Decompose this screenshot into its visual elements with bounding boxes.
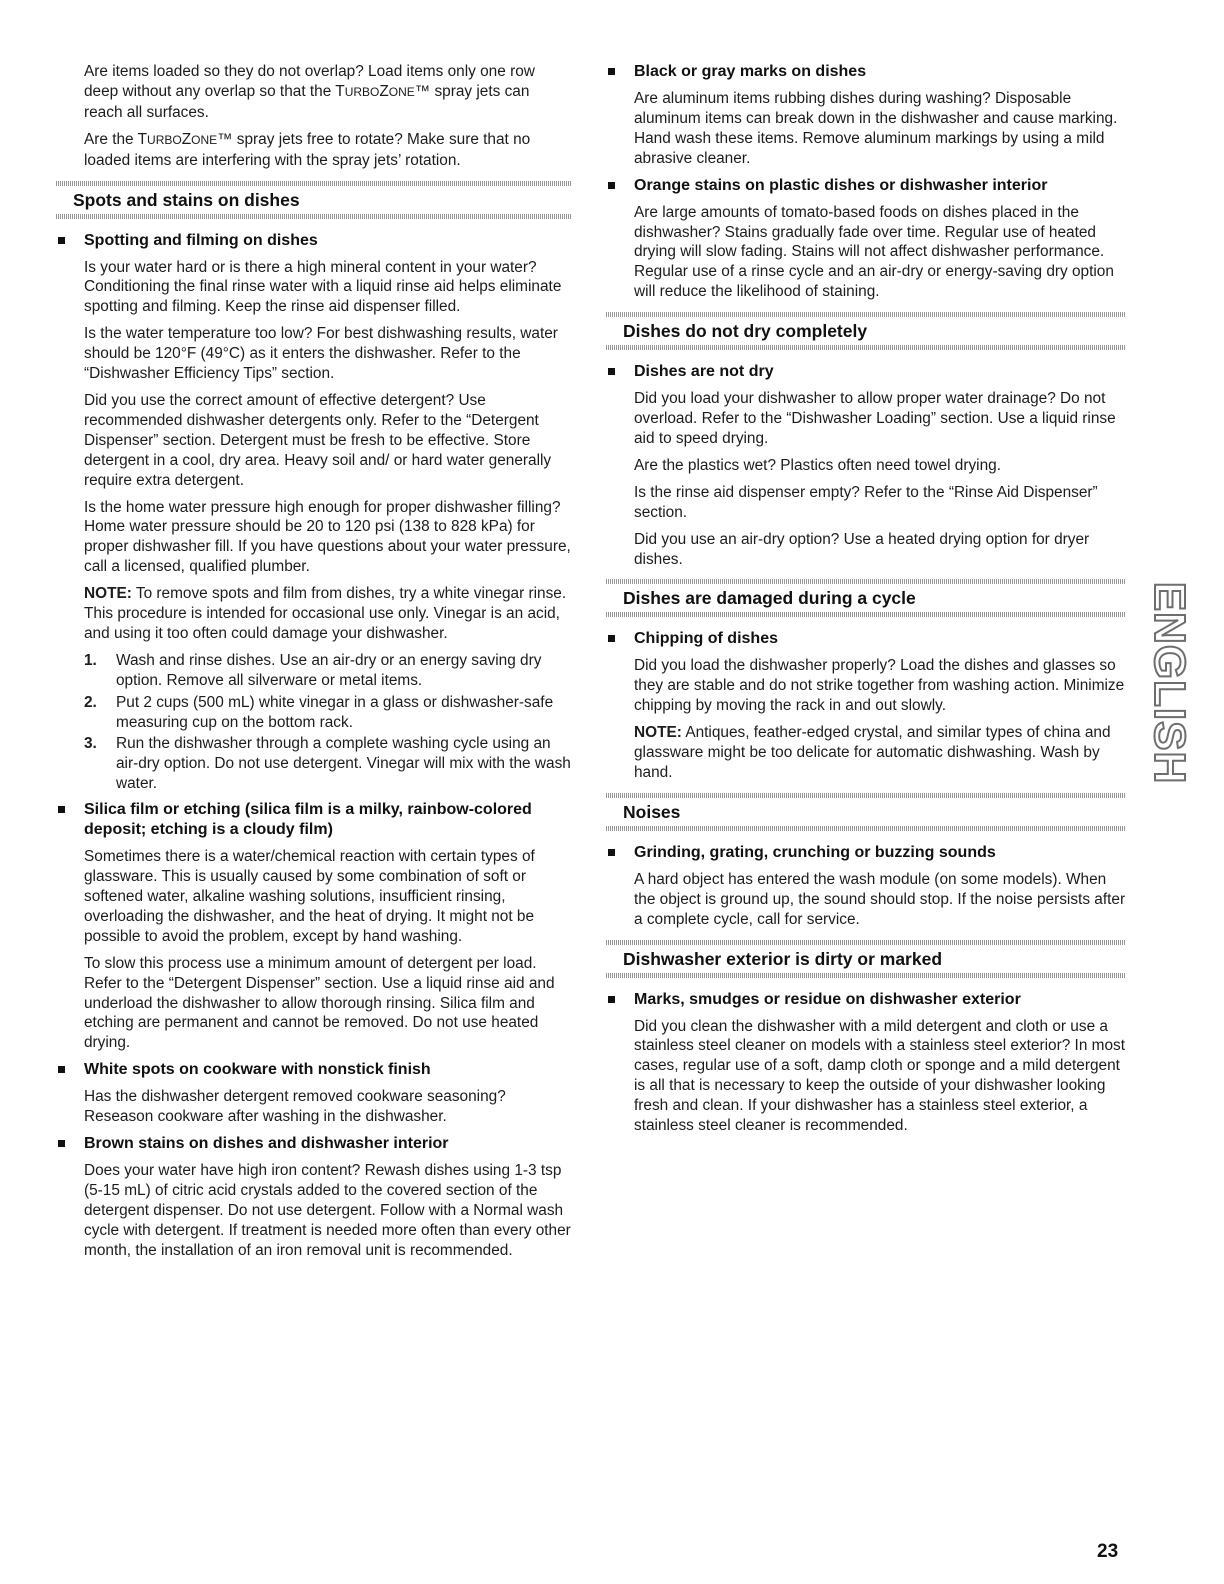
section-header-dry	[606, 312, 1126, 350]
step-item: 3. Run the dishwasher through a complete washing cycle using an air-dry option. Do not use detergent. Vinegar will mix with the wash water.	[84, 735, 571, 793]
paragraph: Did you clean the dishwasher with a mild detergent and cloth or use a stainless steel cleaner on models with a stainless steel exterior? In most cases, regular use of a soft, damp cloth or sponge and a mild detergent is all that is necessary to keep the outside of your dishwasher looking fresh and clean. If your dishwasher has a stainless steel exterior, a stainless steel cleaner is recommended.	[634, 1017, 1126, 1135]
section-title: Dishwasher exterior is dirty or marked	[623, 948, 943, 969]
divider	[606, 973, 1126, 978]
bullet-item	[606, 362, 1126, 382]
bullet-square-icon	[608, 182, 615, 189]
bullet-title: Chipping of dishes	[634, 630, 778, 648]
section-header-spots	[56, 181, 572, 219]
section-title: Dishes do not dry completely	[623, 321, 868, 342]
step-item: 1. Wash and rinse dishes. Use an air-dry or an energy saving dry option. Remove all silverware or metal items.	[84, 651, 542, 689]
note-label: NOTE:	[634, 724, 682, 742]
paragraph: Is the home water pressure high enough for proper dishwasher filling? Home water pressure should be 20 to 120 psi (138 to 828 kPa) for proper dishwasher fill. If you have questions about your water pressure, call a licensed, qualified plumber.	[84, 498, 571, 576]
divider	[56, 181, 572, 186]
paragraph: Is your water hard or is there a high mineral content in your water? Conditioning the final rinse water with a liquid rinse aid helps eliminate spotting and filming. Keep the rinse aid dispenser filled.	[84, 258, 562, 316]
paragraph: Does your water have high iron content? Rewash dishes using 1-3 tsp (5-15 mL) of citric acid crystals added to the covered section of the detergent dispenser. Do not use detergent. Follow with a Normal wash cycle with detergent. If treatment is needed more often than every other month, the installation of an iron removal unit is recommended.	[84, 1162, 571, 1259]
paragraph: Did you load the dishwasher properly? Load the dishes and glasses so they are stable and do not strike together from washing action. Minimize chipping by moving the rack in and out slowly.	[634, 657, 1125, 715]
bullet-title: Brown stains on dishes and dishwasher interior	[84, 1135, 449, 1153]
bullet-square-icon	[608, 996, 615, 1003]
bullet-square-icon	[58, 237, 65, 244]
bullet-square-icon	[58, 806, 65, 813]
bullet-title: Silica film or etching (silica film is a milky, rainbow-colored deposit; etching is a cloudy film)	[84, 801, 532, 839]
left-column	[56, 62, 572, 1268]
divider	[606, 793, 1126, 798]
bullet-square-icon	[608, 635, 615, 642]
intro-paragraph-2: Are the TURBOZONE™ spray jets free to rotate? Make sure that no loaded items are interfering with the spray jets’ rotation.	[84, 130, 531, 169]
paragraph: To slow this process use a minimum amount of detergent per load. Refer to the “Detergent Dispenser” section. Use a liquid rinse aid and underload the dishwasher to allow thorough rinsing. Silica film and etching are permanent and cannot be removed. Do not use heated drying.	[84, 954, 555, 1052]
section-header-noises	[606, 793, 1126, 831]
section-title: Spots and stains on dishes	[73, 189, 300, 210]
bullet-item	[606, 62, 1126, 82]
divider	[606, 940, 1126, 945]
intro-paragraph-1: Are items loaded so they do not overlap? Load items only one row deep without any overlap so that the TURBOZONE™ spray jets can reach all surfaces.	[84, 63, 535, 121]
paragraph: Are the plastics wet? Plastics often need towel drying.	[634, 456, 1002, 474]
paragraph: Did you load your dishwasher to allow proper water drainage? Do not overload. Refer to the “Dishwasher Loading” section. Use a liquid rinse aid to speed drying.	[634, 390, 1116, 447]
section-title: Noises	[623, 801, 681, 822]
bullet-square-icon	[608, 849, 615, 856]
divider	[606, 345, 1126, 350]
bullet-item	[56, 1134, 572, 1154]
page-number: 23	[1097, 1541, 1119, 1562]
bullet-item	[56, 1060, 572, 1080]
bullet-square-icon	[608, 368, 615, 375]
divider	[606, 579, 1126, 584]
step-item: 2. Put 2 cups (500 mL) white vinegar in a glass or dishwasher-safe measuring cup on the bottom rack.	[84, 693, 554, 731]
paragraph: Are large amounts of tomato-based foods on dishes placed in the dishwasher? Stains gradually fade over time. Regular use of heated drying will slow fading. Stains will not affect dishwasher performance. Regular use of a rinse cycle and an air-dry or energy-saving dry option will reduce the likelihood of staining.	[634, 203, 1114, 301]
paragraph: Has the dishwasher detergent removed cookware seasoning? Reseason cookware after washing in the dishwasher.	[84, 1088, 506, 1126]
numbered-steps	[56, 651, 572, 794]
paragraph: Sometimes there is a water/chemical reaction with certain types of glassware. This is usually caused by some combination of soft or softened water, alkaline washing solutions, insufficient rinsing, overloading the dishwasher, and the heat of drying. It might not be possible to avoid the problem, except by hand washing.	[84, 848, 535, 945]
paragraph: A hard object has entered the wash module (on some models). When the object is ground up, the sound should stop. If the noise persists after a complete cycle, call for service.	[634, 870, 1126, 928]
bullet-square-icon	[58, 1140, 65, 1147]
divider	[606, 612, 1126, 617]
divider	[606, 312, 1126, 317]
bullet-item	[606, 176, 1126, 196]
bullet-title: Grinding, grating, crunching or buzzing sounds	[634, 843, 996, 861]
section-title: Dishes are damaged during a cycle	[623, 588, 916, 609]
bullet-title: Dishes are not dry	[634, 363, 774, 381]
divider	[56, 214, 572, 219]
section-header-exterior	[606, 940, 1126, 978]
bullet-square-icon	[58, 1066, 65, 1073]
bullet-title: Marks, smudges or residue on dishwasher exterior	[634, 990, 1021, 1008]
bullet-title: White spots on cookware with nonstick finish	[84, 1061, 431, 1079]
bullet-item	[606, 990, 1126, 1010]
bullet-item	[56, 231, 572, 251]
note-paragraph: NOTE: To remove spots and film from dishes, try a white vinegar rinse. This procedure is intended for occasional use only. Vinegar is an acid, and using it too often could damage your dishwasher.	[84, 585, 567, 642]
bullet-item	[606, 843, 1126, 863]
paragraph: Is the rinse aid dispenser empty? Refer to the “Rinse Aid Dispenser” section.	[634, 483, 1098, 521]
paragraph: Did you use an air-dry option? Use a heated drying option for dryer dishes.	[634, 530, 1090, 568]
bullet-title: Spotting and filming on dishes	[84, 231, 318, 249]
paragraph: Is the water temperature too low? For best dishwashing results, water should be 120°F (49°C) as it enters the dishwasher. Refer to the “Dishwasher Efficiency Tips” section.	[84, 325, 558, 383]
bullet-title: Orange stains on plastic dishes or dishwasher interior	[634, 176, 1048, 194]
note-label: NOTE:	[84, 585, 132, 603]
section-header-damaged	[606, 579, 1126, 617]
language-side-tab	[1145, 568, 1194, 798]
language-label: ENGLISH	[1145, 581, 1194, 785]
note-paragraph: NOTE: Antiques, feather-edged crystal, and similar types of china and glassware might be too delicate for automatic dishwashing. Wash by hand.	[634, 724, 1111, 781]
bullet-item	[56, 800, 572, 840]
right-column	[606, 62, 1126, 1143]
paragraph: Did you use the correct amount of effective detergent? Use recommended dishwasher detergents only. Refer to the “Detergent Dispenser” section. Detergent must be fresh to be effective. Store detergent in a cool, dry area. Heavy soil and/ or hard water generally require extra detergent.	[84, 391, 552, 489]
bullet-square-icon	[608, 68, 615, 75]
bullet-item	[606, 629, 1126, 649]
divider	[606, 826, 1126, 831]
bullet-title: Black or gray marks on dishes	[634, 63, 867, 80]
paragraph: Are aluminum items rubbing dishes during washing? Disposable aluminum items can break down in the dishwasher and cause marking. Hand wash these items. Remove aluminum markings by using a mild abrasive cleaner.	[634, 90, 1118, 167]
